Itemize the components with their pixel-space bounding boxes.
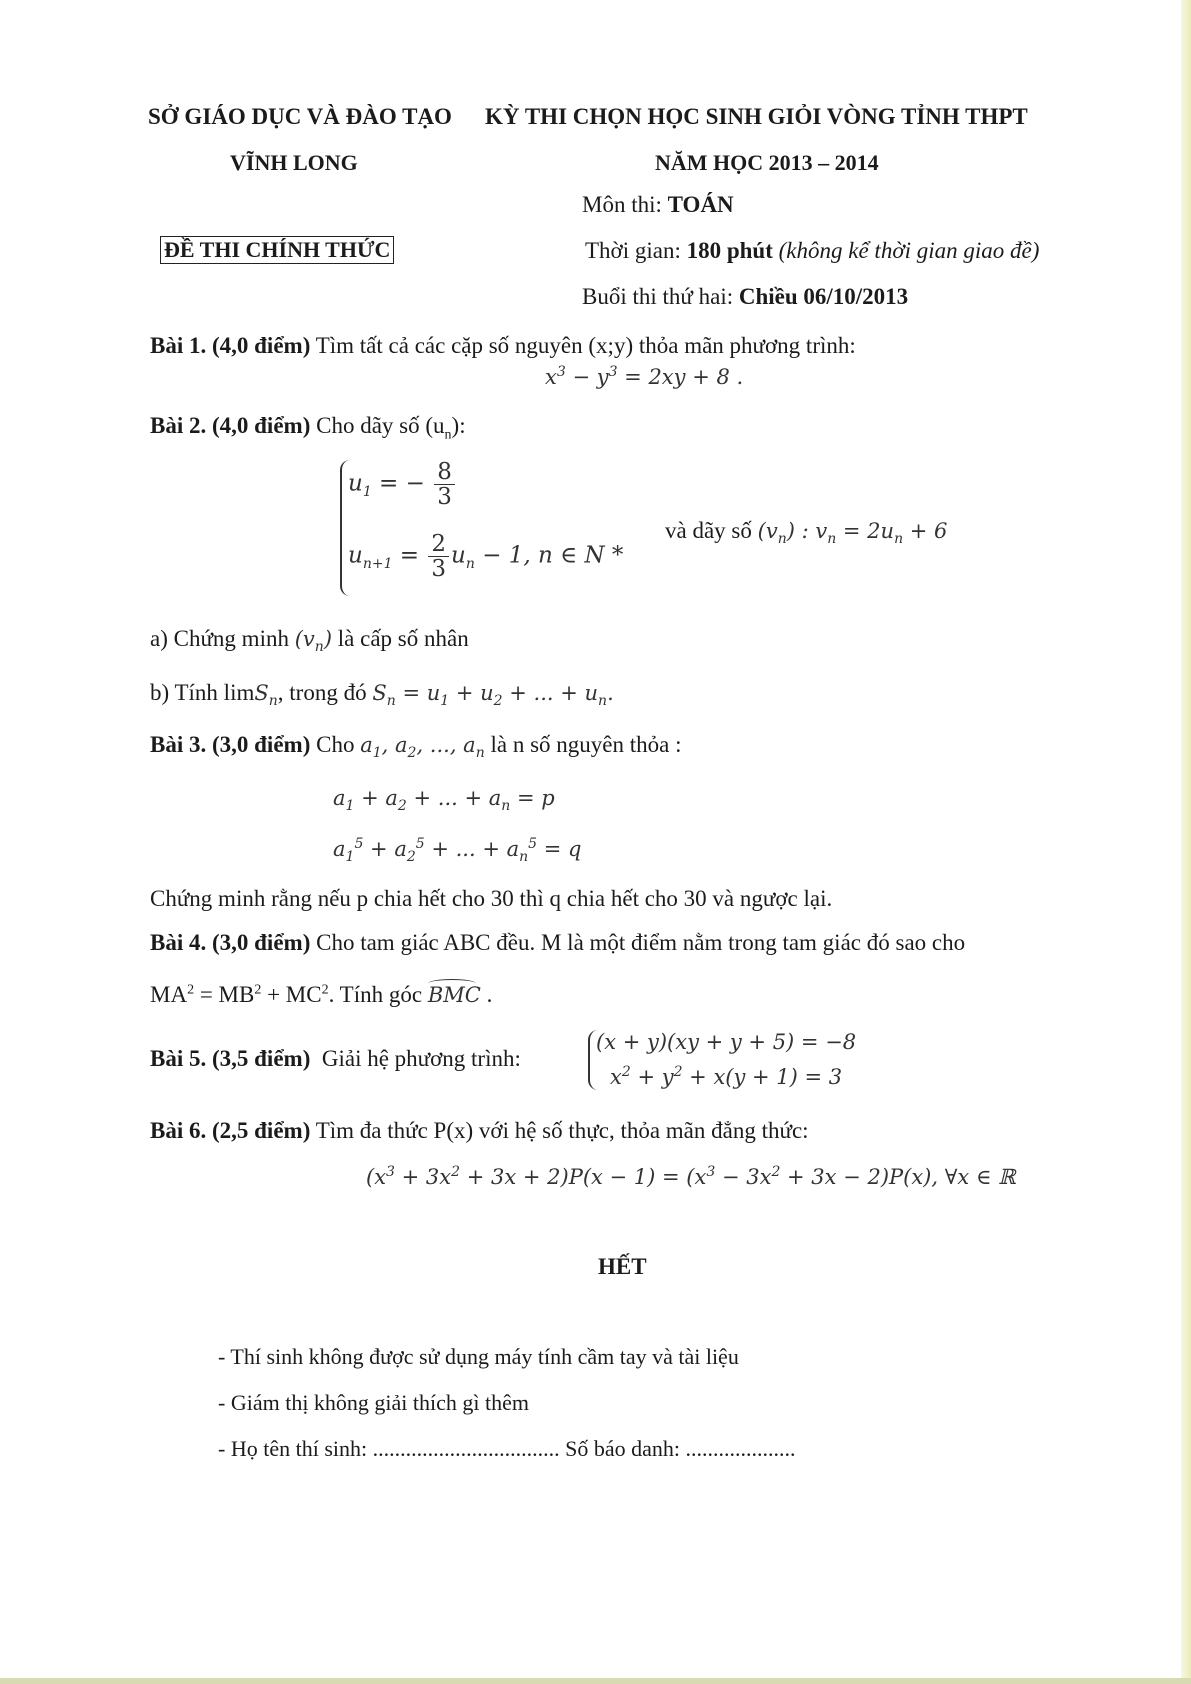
u1-definition: $u_1$ = − $\frac{8}{3}$ <box>348 460 457 509</box>
school-year: NĂM HỌC 2013 – 2014 <box>655 150 879 175</box>
part-b-text: b) Tính lim <box>150 680 255 705</box>
problem-6-label: Bài 6. (2,5 điểm) <box>150 1118 311 1143</box>
problem-6-text: Tìm đa thức P(x) với hệ số thực, thỏa mãn đẳng thức: <box>315 1118 809 1143</box>
scan-right-edge <box>1181 0 1191 1684</box>
note-no-calculator: - Thí sinh không được sử dụng máy tính cầm tay và tài liệu <box>218 1344 739 1369</box>
un-recurrence: $u_{n+1}$ = $\frac{2}{3}$ $u_n - 1$, n ∈ N * <box>348 531 624 583</box>
end-mark: HẾT <box>598 1254 647 1279</box>
department-name: SỞ GIÁO DỤC VÀ ĐÀO TẠO <box>148 104 452 129</box>
part-a-text: a) Chứng minh <box>150 626 289 651</box>
problem-2-part-a <box>150 626 469 655</box>
problem-1-label: Bài 1. (4,0 điểm) <box>150 333 311 358</box>
problem-3-fifth-power-equation: $a_1^5 + a_2^5$ + ... + $a_n^5 = q$ <box>333 836 582 866</box>
subject-label: Môn thi: <box>582 192 662 217</box>
problem-3-post: là n số nguyên thỏa : <box>490 732 682 757</box>
note-candidate-info <box>218 1436 796 1462</box>
problem-2-label: Bài 2. (4,0 điểm) <box>150 413 311 438</box>
part-a-end: là cấp số nhân <box>337 626 469 651</box>
problem-4-relation: $MA^2 = MB^2 + MC^2$ <box>150 982 329 1007</box>
scan-bottom-edge <box>0 1678 1191 1684</box>
problem-6 <box>150 1118 809 1144</box>
problem-1-text: Tìm tất cả các cặp số nguyên (x;y) thỏa mãn phương trình: <box>315 333 856 358</box>
province-name: VĨNH LONG <box>230 150 358 175</box>
time-note: (không kể thời gian giao đề) <box>778 238 1040 263</box>
subject-line <box>582 192 734 218</box>
problem-4-text: Cho tam giác ABC đều. M là một điểm nằm trong tam giác đó sao cho <box>316 930 966 955</box>
problem-4-line2: $MA^2 = MB^2 + MC^2$. Tính góc BMC . <box>150 982 492 1008</box>
problem-2-vn-line <box>665 518 947 547</box>
problem-1 <box>150 333 856 359</box>
problem-4-line2-end: . Tính góc <box>328 982 423 1007</box>
problem-2-and-seq: và dãy số <box>665 518 752 543</box>
sn-definition: $S_n = u_1 + u_2$ + ... + $u_n$. <box>372 681 614 710</box>
problem-6-equation: $(x^3 + 3x^2 + 3x + 2)P(x - 1) = (x^3 - 3x^2 + 3x - 2)P(x)$, ∀x ∈ ℝ <box>366 1164 1016 1189</box>
exam-title: KỲ THI CHỌN HỌC SINH GIỎI VÒNG TỈNH THPT <box>485 104 1028 129</box>
candidate-id-dots: .................... <box>685 1436 796 1461</box>
time-line <box>585 238 1039 264</box>
session-line <box>582 284 908 310</box>
session-value: Chiều 06/10/2013 <box>738 284 909 309</box>
problem-2 <box>150 413 466 444</box>
problem-3 <box>150 732 681 761</box>
part-b-mid: , trong đó <box>277 680 367 705</box>
problem-5-label: Bài 5. (3,5 điểm) <box>150 1046 311 1071</box>
official-exam-badge: ĐỀ THI CHÍNH THỨC <box>160 236 394 264</box>
problem-5-equation-1: (x + y)(xy + y + 5) = −8 <box>596 1030 857 1054</box>
problem-3-sum-equation: $a_1 + a_2$ + ... + $a_n = p$ <box>333 786 555 815</box>
problem-1-equation: $x^3 - y^3 = 2xy + 8$ . <box>545 364 744 389</box>
problem-2-text-sub: n <box>444 427 452 443</box>
problem-3-sequence: $a_1$, $a_2$, ..., $a_n$ <box>360 733 485 762</box>
problem-2-part-b <box>150 680 614 709</box>
problem-2-text-end: ): <box>451 413 466 438</box>
problem-5-equation-2: $x^2 + y^2 + x(y + 1) = 3$ <box>610 1064 843 1089</box>
candidate-name-label: - Họ tên thí sinh: <box>218 1436 368 1461</box>
note-no-explanation: - Giám thị không giải thích gì thêm <box>218 1390 530 1415</box>
time-value: 180 phút <box>686 238 773 263</box>
problem-4 <box>150 930 965 956</box>
vn-definition: $(v_n)$ : $v_n = 2u_n + 6$ <box>757 519 948 548</box>
angle-arc <box>428 979 476 988</box>
angle-bmc: BMC <box>428 983 481 1007</box>
candidate-name-dots: .................................. <box>372 1436 560 1461</box>
problem-5 <box>150 1046 521 1072</box>
time-label: Thời gian: <box>585 238 681 263</box>
problem-3-conclusion: Chứng minh rằng nếu p chia hết cho 30 thì q chia hết cho 30 và ngược lại. <box>150 886 833 911</box>
problem-2-text: Cho dãy số (u <box>316 413 445 438</box>
problem-3-pre: Cho <box>316 732 355 757</box>
vn-symbol: $(v_n)$ <box>294 627 333 656</box>
sn-symbol: $S_n$ <box>254 681 278 710</box>
subject-value: TOÁN <box>667 192 734 217</box>
candidate-id-label: Số báo danh: <box>565 1436 680 1461</box>
problem-4-label: Bài 4. (3,0 điểm) <box>150 930 311 955</box>
problem-3-label: Bài 3. (3,0 điểm) <box>150 732 311 757</box>
problem-5-text: Giải hệ phương trình: <box>321 1046 521 1071</box>
session-label: Buổi thi thứ hai: <box>582 284 734 309</box>
